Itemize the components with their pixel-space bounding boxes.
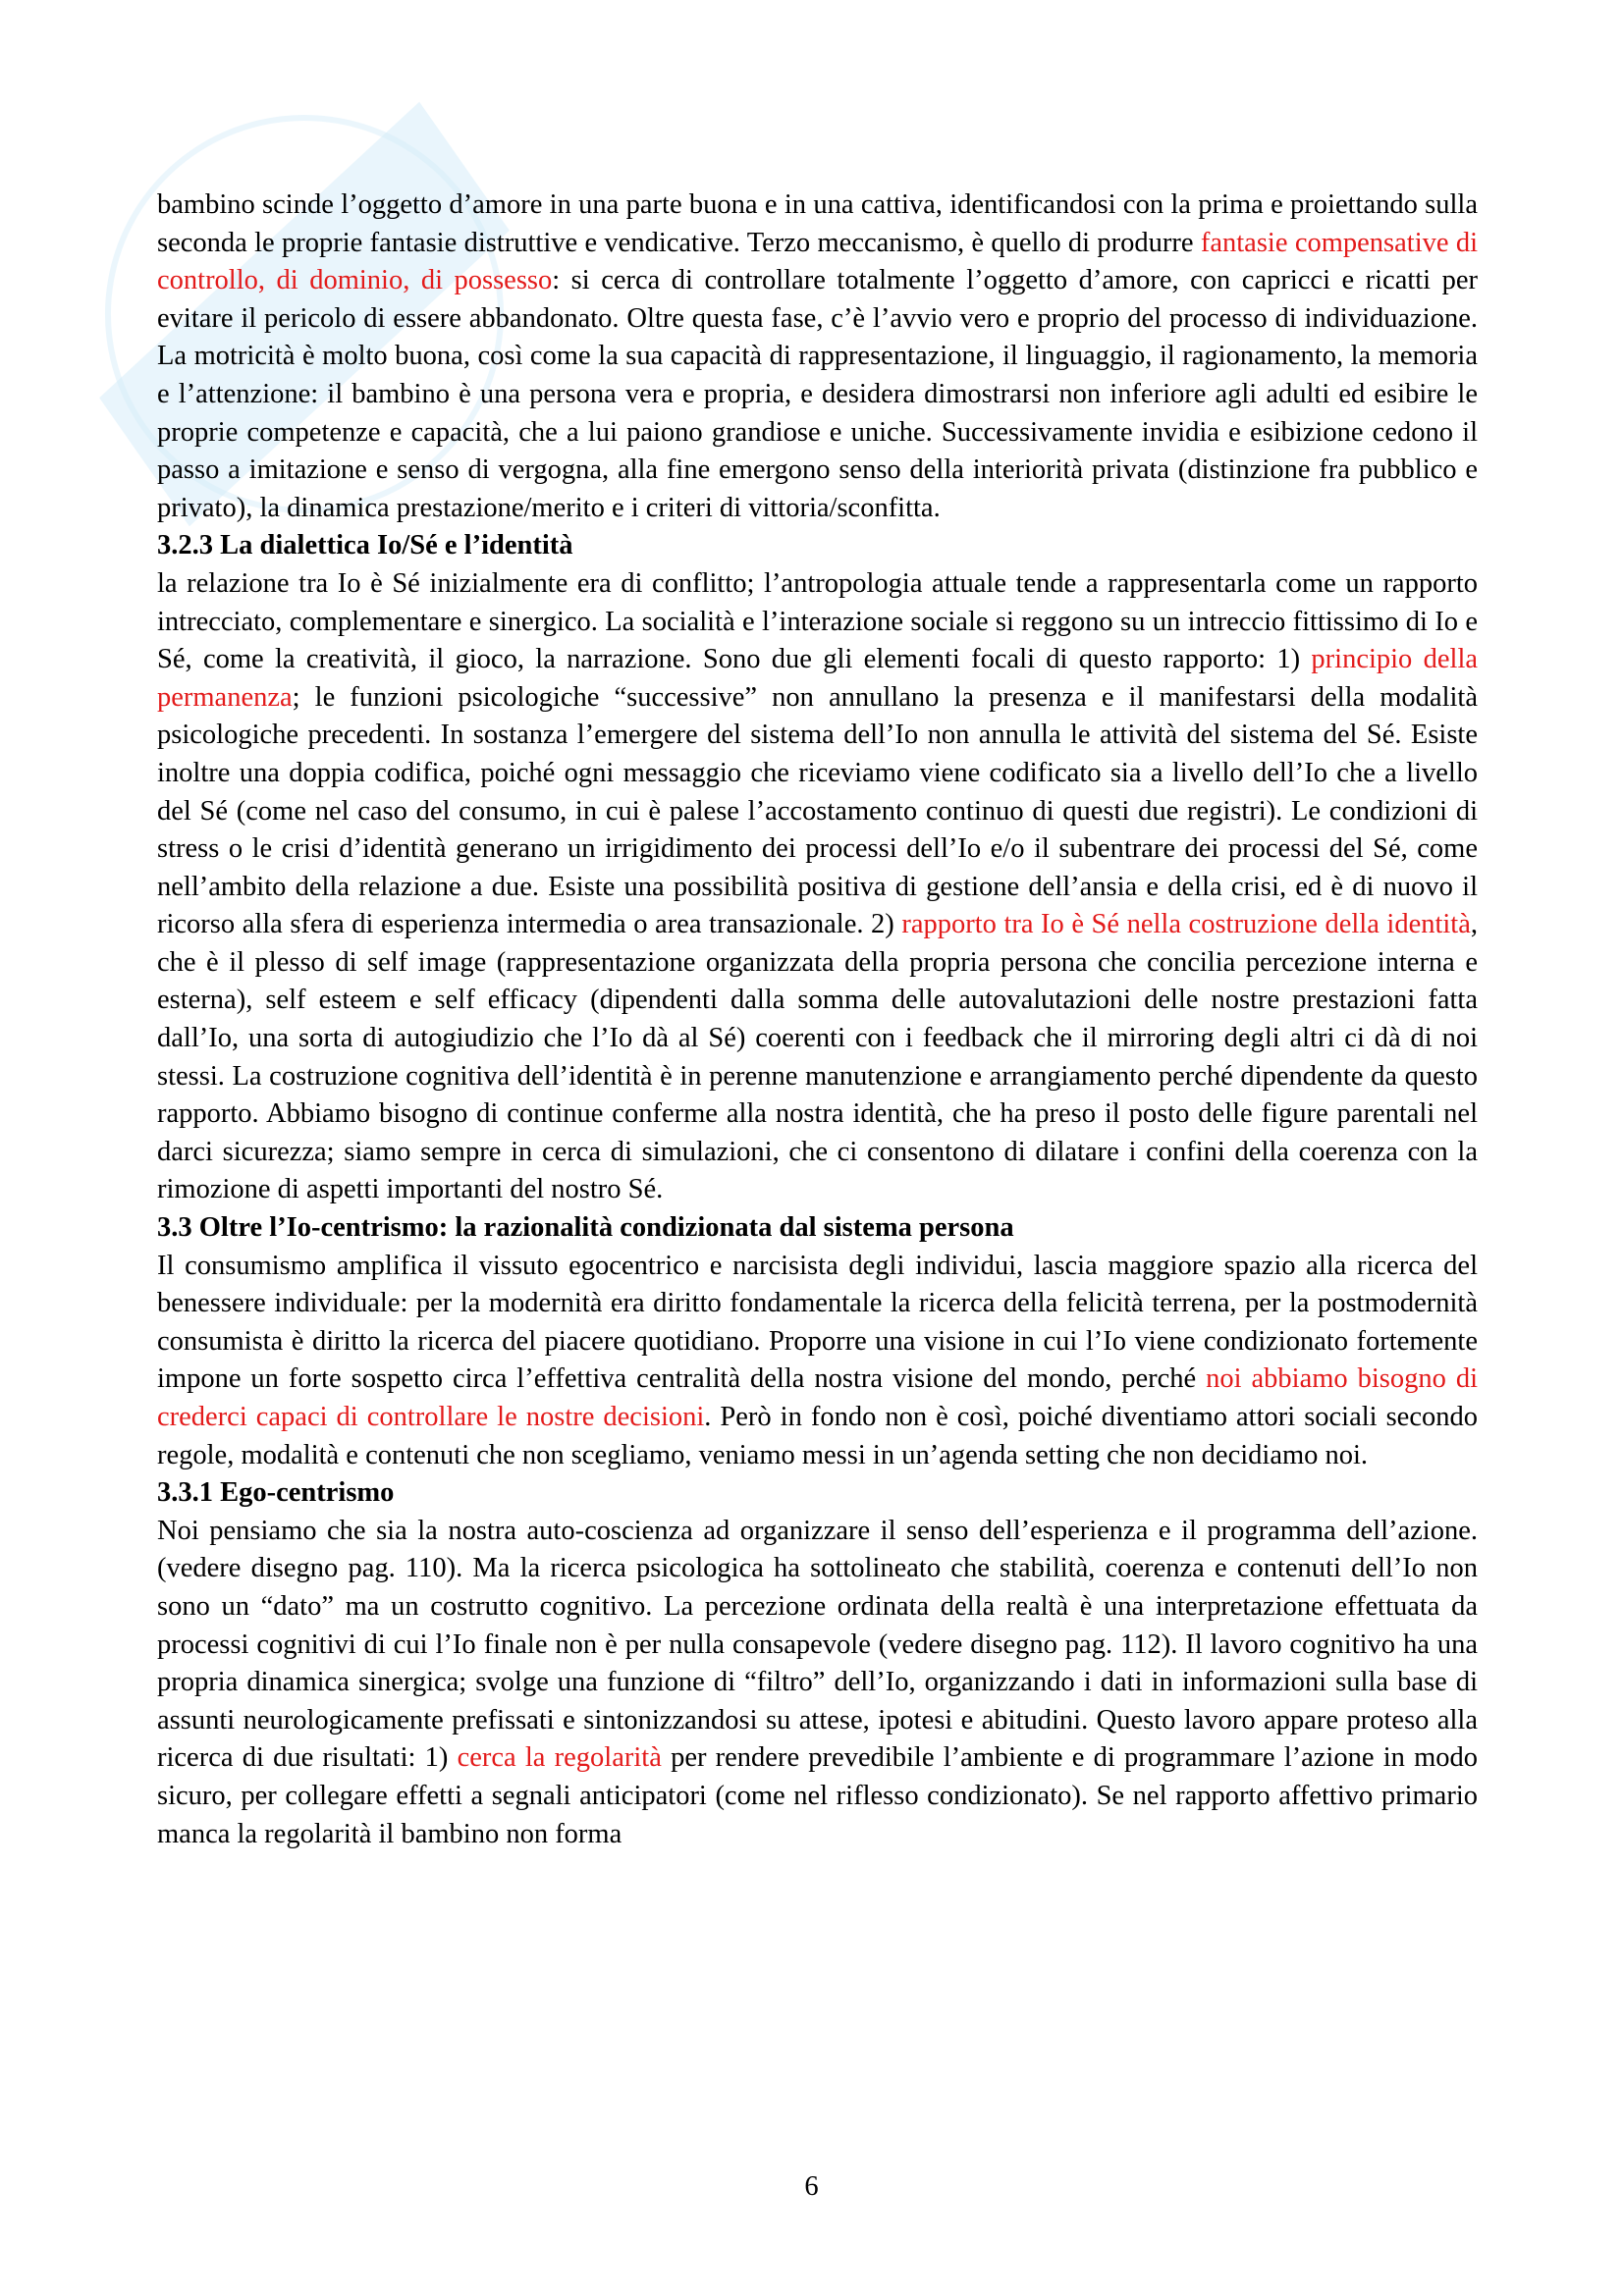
body-text: , che è il plesso di self image (rappresentazione organizzata della propria persona che concilia percezione interna e esterna), self esteem e self efficacy (dipendenti dalla somma delle autovalutazioni delle nostre prestazioni fatta dall’Io, una sorta di autogiudizio che l’Io dà al Sé) coerenti con i feedback che il mirroring degli altri ci dà di noi stessi. La costruzione cognitiva dell’identità è in perenne manutenzione e arrangiamento perché dipendente da questo rapporto. Abbiamo bisogno di continue conferme alla nostra identità, che ha preso il posto delle figure parentali nel darci sicurezza; siamo sempre in cerca di simulazioni, che ci consentono di dilatare i confini della coerenza con la rimozione di aspetti importanti del nostro Sé. [157,909,1478,1205]
paragraph-ego-centrism [157,1513,1478,1853]
body-text: bambino scinde l’oggetto d’amore in una parte buona e in una cattiva, identificandosi con la prima e proiettando sulla seconda le proprie fantasie distruttive e vendicative. Terzo meccanismo, è quello di produrre [157,189,1478,258]
page-body [157,187,1478,1853]
paragraph-object-splitting [157,187,1478,527]
highlighted-text: principio della permanenza [157,644,1479,713]
body-text: per rendere prevedibile l’ambiente e di programmare l’azione in modo sicuro, per collegare effetti a segnali anticipatori (come nel riflesso condizionato). Se nel rapporto affettivo primario manca la regolarità il bambino non forma [157,1742,1478,1849]
highlighted-text: cerca la regolarità [457,1742,662,1774]
heading-3-2-3: 3.2.3 La dialettica Io/Sé e l’identità [157,530,573,561]
body-text: . Però in fondo non è così, poiché diventiamo attori sociali secondo regole, modalità e contenuti che non scegliamo, veniamo messi in un’agenda setting che non decidiamo noi. [157,1402,1478,1470]
body-text: Il consumismo amplifica il vissuto egocentrico e narcisista degli individui, lascia maggiore spazio alla ricerca del benessere individuale: per la modernità era diritto fondamentale la ricerca della felicità terrena, per la postmodernità consumista è diritto la ricerca del piacere quotidiano. Proporre una visione in cui l’Io viene condizionato fortemente impone un forte sospetto circa l’effettiva centralità della nostra visione del mondo, perché [157,1250,1478,1395]
body-text: ; le funzioni psicologiche “successive” non annullano la presenza e il manifestarsi della modalità psicologiche precedenti. In sostanza l’emergere del sistema dell’Io non annulla le attività del sistema del Sé. Esiste inoltre una doppia codifica, poiché ogni messaggio che riceviamo viene codificato sia a livello dell’Io che a livello del Sé (come nel caso del consumo, in cui è palese l’accostamento continuo di questi due registri). Le condizioni di stress o le crisi d’identità generano un irrigidimento dei processi dell’Io e/o il subentrare dei processi del Sé, come nell’ambito della relazione a due. Esiste una possibilità positiva di gestione dell’ansia e della crisi, ed è di nuovo il ricorso alla sfera di esperienza intermedia o area transazionale. 2) [157,681,1478,940]
page-number: 6 [804,2171,819,2202]
highlighted-text: rapporto tra Io è Sé nella costruzione della identità [901,909,1471,940]
body-text: : si cerca di controllare totalmente l’oggetto d’amore, con capricci e ricatti per evitare il pericolo di essere abbandonato. Oltre questa fase, c’è l’avvio vero e proprio del processo di individuazione. La motricità è molto buona, così come la sua capacità di rappresentazione, il linguaggio, il ragionamento, la memoria e l’attenzione: il bambino è una persona vera e propria, e desidera dimostrarsi non inferiore agli adulti ed esibire le proprie competenze e capacità, che a lui paiono grandiose e uniche. Successivamente invidia e esibizione cedono il passo a imitazione e senso di vergogna, alla fine emergono senso della interiorità privata (distinzione fra pubblico e privato), la dinamica prestazione/merito e i criteri di vittoria/sconfitta. [157,265,1478,523]
body-text: Noi pensiamo che sia la nostra auto-coscienza ad organizzare il senso dell’esperienza e il programma dell’azione. (vedere disegno pag. 110). Ma la ricerca psicologica ha sottolineato che stabilità, coerenza e contenuti dell’Io non sono un “dato” ma un costrutto cognitivo. La percezione ordinata della realtà è una interpretazione effettuata da processi cognitivi di cui l’Io finale non è per nulla consapevole (vedere disegno pag. 112). Il lavoro cognitivo ha una propria dinamica sinergica; svolge una funzione di “filtro” dell’Io, organizzando i dati in informazioni sulla base di assunti neurologicamente prefissati e sintonizzandosi su attese, ipotesi e abitudini. Questo lavoro appare proteso alla ricerca di due risultati: 1) [157,1515,1478,1774]
heading-3-3-1: 3.3.1 Ego-centrismo [157,1477,395,1509]
highlighted-text: noi abbiamo bisogno di crederci capaci di controllare le nostre decisioni [157,1363,1478,1432]
body-text: la relazione tra Io è Sé inizialmente era di conflitto; l’antropologia attuale tende a rappresentarla come un rapporto intrecciato, complementare e sinergico. La socialità e l’interazione sociale si reggono su un intreccio fittissimo di Io e Sé, come la creatività, il gioco, la narrazione. Sono due gli elementi focali di questo rapporto: 1) [157,567,1478,675]
highlighted-text: fantasie compensative di controllo, di dominio, di possesso [157,227,1479,296]
paragraph-io-se-dialectic [157,565,1478,1209]
heading-3-3: 3.3 Oltre l’Io-centrismo: la razionalità condizionata dal sistema persona [157,1212,1014,1244]
paragraph-consumerism [157,1248,1478,1475]
